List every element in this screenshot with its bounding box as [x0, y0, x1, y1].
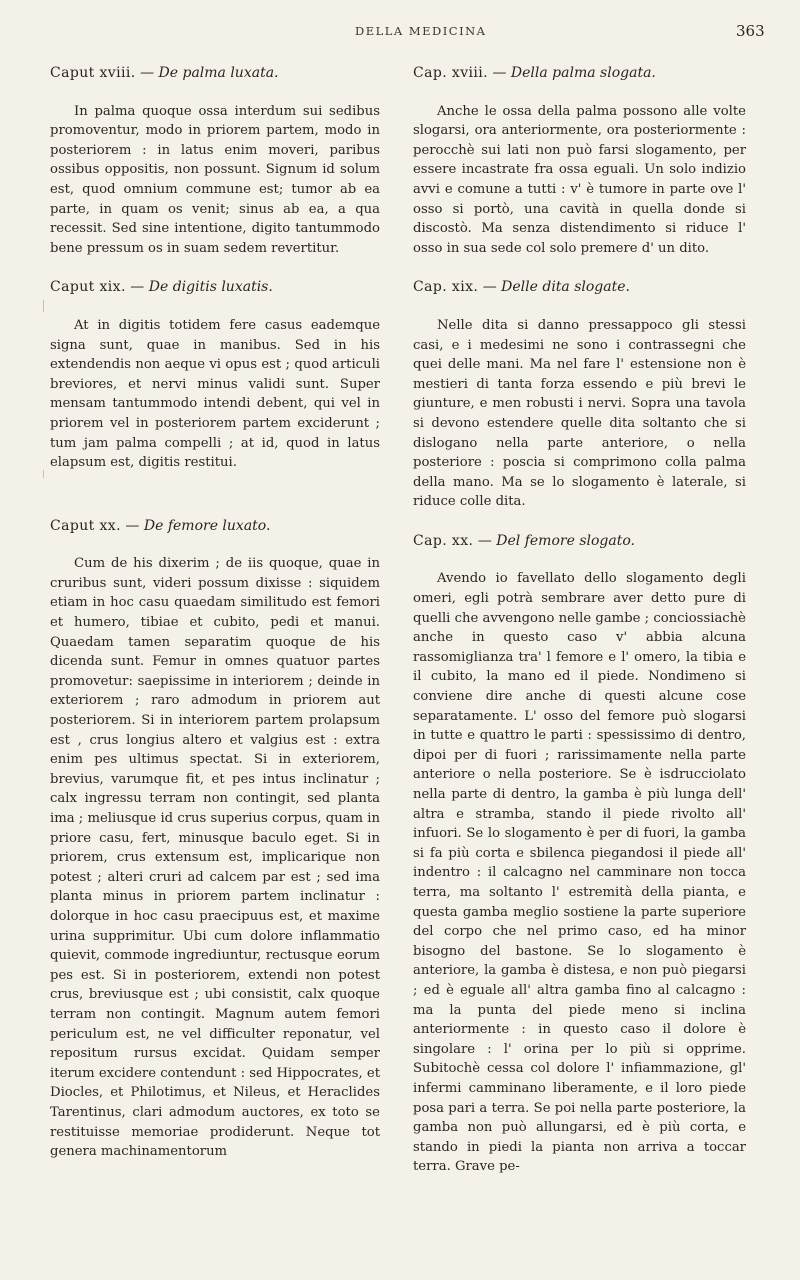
heading-dash: — [130, 279, 145, 296]
heading-dash: — [477, 532, 492, 549]
italian-column [413, 64, 746, 1177]
latin-paragraph: Cum de his dixerim ; de iis quoque, quae in cruribus sunt, videri possum dixisse : siquidem etiam in hoc casu quaedam similitudo est femori et humero, tibiae et cubito, pedi et manui. Quaedam tamen separatim quoque de his dicenda sunt. Femur in omnes quatuor partes promovetur: saepissime in interiorem ; deinde in exteriorem ; raro admodum in priorem aut posteriorem. Si in interiorem partem prolapsum est , crus longius altero et valgius est : extra enim pes ultimus spectat. Si in exteriorem, brevius, varumque fit, et pes intus inclinatur ; calx ingressu terram non contingit, sed planta ima ; meliusque id crus superius corpus, quam in priore casu, fert, minusque baculo eget. Si in priorem, crus extensum est, implicarique non potest ; alteri cruri ad calcem par est ; sed ima planta minus in priorem partem inclinatur : dolorque in hoc casu praecipuus est, et maxime urina supprimitur. Ubi cum dolore inflammatio quievit, commode ingrediuntur, rectusque eorum pes est. Si in posteriorem, extendi non potest crus, breviusque est ; ubi consistit, calx quoque terram non contingit. Magnum autem femori periculum est, ne vel difficulter reponatur, vel repositum rursus excidat. Quidam semper iterum excidere contendunt : sed Hippocrates, et Diocles, et Philotimus, et Nileus, et Heraclides Tarentinus, clari admodum auctores, ex toto se restituisse memoriae prodiderunt. Neque tot genera machinamentorum [50, 556, 380, 1160]
italian-chapter-title: Del femore slogato. [496, 532, 635, 549]
latin-column [50, 64, 380, 1162]
latin-chapter-label: Caput xx. [50, 517, 121, 534]
italian-chapter-label: Cap. xviii. [413, 65, 489, 81]
latin-chapter-label: Caput xix. [50, 279, 126, 296]
latin-chapter-label: Caput xviii. [50, 65, 136, 81]
heading-dash: — [125, 517, 140, 534]
italian-section-heading [413, 532, 746, 552]
italian-section-heading [413, 278, 746, 298]
running-head [0, 22, 800, 46]
running-head-title: DELLA MEDICINA [355, 24, 487, 38]
page-edge-mark [43, 300, 44, 312]
italian-chapter-title: Delle dita slogate. [501, 279, 630, 296]
latin-paragraph: At in digitis totidem fere casus eademque signa sunt, quae in manibus. Sed in his extendendis non aeque vi opus est ; quod articuli breviores, et nervi minus validi sunt. Super mensam tantummodo intendi debent, qui vel in priorem vel in posteriorem partem exciderunt ; tum jam palma compelli ; at id, quod in latus elapsum est, digitis restitui. [50, 317, 380, 471]
italian-chapter-label: Cap. xix. [413, 279, 479, 296]
page-number: 363 [736, 22, 765, 40]
italian-chapter-label: Cap. xx. [413, 532, 474, 549]
latin-chapter-title: De femore luxato. [143, 517, 271, 534]
heading-dash: — [482, 279, 497, 296]
latin-section-heading [50, 64, 380, 84]
latin-paragraph: In palma quoque ossa interdum sui sedibus promoventur, modo in priorem partem, modo in posteriorem : in latus enim moveri, paribus ossibus oppositis, non possunt. Signum id solum est, quod omnium commune est; tumor ab ea parte, in quam os venit; sinus ab ea, a qua recessit. Sed sine intentione, digito tantummodo bene pressum os in suam sedem revertitur. [50, 103, 380, 256]
italian-paragraph: Avendo io favellato dello slogamento degli omeri, egli potrà sembrare aver detto pure di quelli che avvengono nelle gambe ; conciossiachè anche in questo caso v' abbia alcuna rassomiglianza tra' l femore e l' omero, la tibia e il cubito, la mano ed il piede. Nondimeno si conviene dire anche di questi alcune cose separatamente. L' osso del femore può slogarsi in tutte e quattro le parti : spessissimo di dentro, dipoi per di fuori ; rarissimamente nella parte anteriore o nella posteriore. Se è isdrucciolato nella parte di dentro, la gamba è più lunga dell' altra e stramba, stando il piede rivolto all' infuori. Se lo slogamento è per di fuori, la gamba si fa più corta e sbilenca piegandosi il piede all' indentro : il calcagno nel camminare non tocca terra, ma soltanto l' estremità della pianta, e questa gamba meglio sostiene la parte superiore del corpo che nel primo caso, ed ha minor bisogno del bastone. Se lo slogamento è anteriore, la gamba è distesa, e non può piegarsi ; ed è eguale all' altra gamba fino al calcagno : ma la punta del piede meno si inclina anteriormente : in questo caso il dolore è singolare : l' orina per lo più si opprime. Subitochè cessa col dolore l' infiammazione, gl' infermi camminano liberamente, e il loro piede posa pari a terra. Se poi nella parte posteriore, la gamba non può allungarsi, ed è più corta, e stando in piedi la pianta non arriva a toccar terra. Grave pe- [413, 571, 746, 1175]
italian-section-heading [413, 64, 746, 84]
latin-section-heading [50, 278, 380, 298]
italian-chapter-title: Della palma slogata. [510, 65, 656, 81]
page-edge-mark [43, 470, 44, 478]
italian-paragraph: Nelle dita si danno pressappoco gli stessi casi, e i medesimi ne sono i contrassegni che quei delle mani. Ma nel fare l' estensione non è mestieri di tanta forza essendo e più brevi le giunture, e men robusti i nervi. Sopra una tavola si devono estendere quelle dita soltanto che si dislogano nella parte anteriore, o nella posteriore : poscia si comprimono colla palma della mano. Ma se lo slogamento è laterale, si riduce colle dita. [413, 317, 746, 510]
latin-chapter-title: De palma luxata. [158, 65, 279, 81]
latin-chapter-title: De digitis luxatis. [148, 279, 273, 296]
latin-section-heading [50, 517, 380, 537]
heading-dash: — [140, 65, 155, 81]
heading-dash: — [492, 65, 507, 81]
italian-paragraph: Anche le ossa della palma possono alle volte slogarsi, ora anteriormente, ora posteriormente : perocchè sui lati non può farsi slogamento, per essere incastrate fra ossa eguali. Un solo indizio avvi e comune a tutti : v' è tumore in parte ove l' osso si portò, una cavità in quella donde si discostò. Ma senza distendimento si riduce l' osso in sua sede col solo premere d' un dito. [413, 103, 746, 256]
